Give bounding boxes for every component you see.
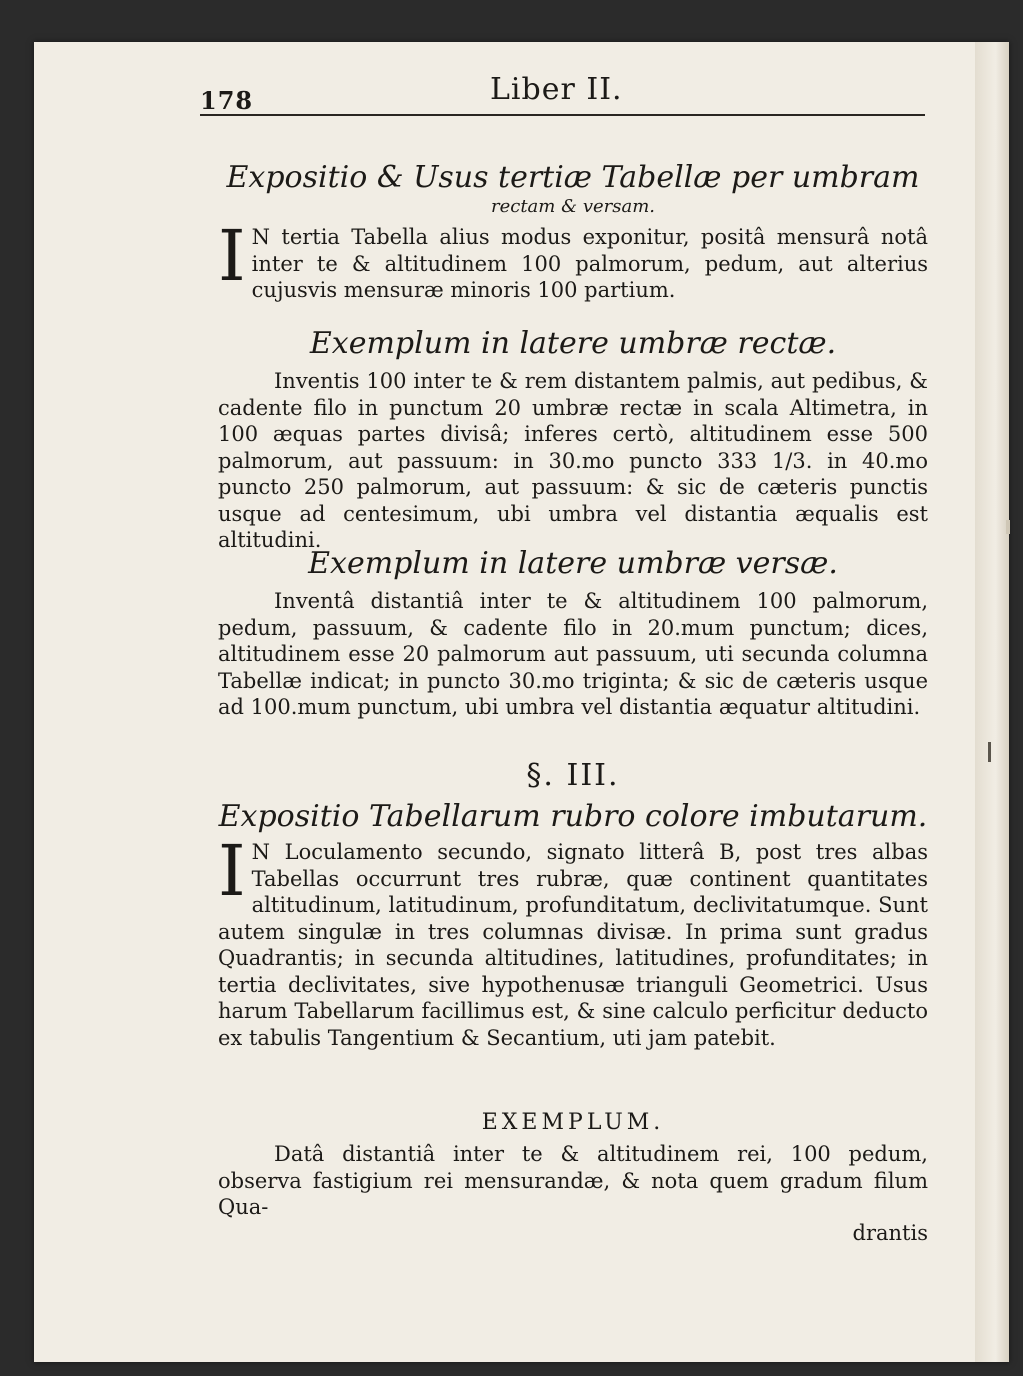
- section-paragraph: [218, 830, 928, 1051]
- example-paragraph: Inventâ distantiâ inter te & altitudinem 100 palmorum, pedum, passuum, & cadente filo in 20.mum punctum; dices, altitudinem esse 20 palmorum aut passuum, uti secunda columna Tabellæ indicat; in puncto 30.mo triginta; & sic de cæteris usque ad 100.mum punctum, ubi umbra vel distantia æquatur altitudini.: [218, 589, 928, 719]
- example-title: Exemplum in latere umbræ versæ.: [308, 546, 838, 581]
- margin-mark: [988, 742, 991, 762]
- page-header: [200, 70, 925, 116]
- page-number: 178: [200, 86, 254, 115]
- section-heading: §. III.: [526, 758, 620, 793]
- drop-cap: I: [218, 215, 246, 297]
- section-title: Expositio & Usus tertiæ Tabellæ per umbram: [226, 160, 920, 195]
- exemplum-heading: EXEMPLUM.: [481, 1110, 665, 1135]
- section-subtitle: rectam & versam.: [490, 196, 656, 217]
- example-title: Exemplum in latere umbræ rectæ.: [309, 326, 837, 361]
- section-title: Expositio Tabellarum rubro colore imbutarum.: [218, 799, 928, 834]
- paragraph-text: N tertia Tabella alius modus exponitur, positâ mensurâ notâ inter te & altitudinem 100 palmorum, pedum, aut alterius cujusvis mensuræ minoris 100 partium.: [251, 225, 928, 302]
- example-umbra-recta: [218, 326, 928, 554]
- section-tertia-tabella: [218, 160, 928, 304]
- page-gutter-edge: [975, 42, 1009, 1362]
- section-paragraph: [218, 215, 928, 304]
- catchword: drantis: [852, 1220, 928, 1245]
- drop-cap: I: [218, 830, 246, 912]
- exemplum-paragraph: Datâ distantiâ inter te & altitudinem rei, 100 pedum, observa fastigium rei mensurandæ, & nota quem gradum filum Qua-: [218, 1142, 928, 1219]
- example-paragraph: Inventis 100 inter te & rem distantem palmis, aut pedibus, & cadente filo in punctum 20 umbræ rectæ in scala Altimetra, in 100 æquas partes divisâ; inferes certò, altitudinem esse 500 palmorum, aut passuum: in 30.mo puncto 333 1/3. in 40.mo puncto 250 palmorum, aut passuum: & sic de cæteris punctis usque ad centesimum, ubi umbra vel distantia æqualis est altitudini.: [218, 369, 928, 552]
- margin-mark: [1006, 520, 1010, 534]
- example-umbra-versa: [218, 546, 928, 721]
- exemplum: [218, 1110, 928, 1245]
- paragraph-text: N Loculamento secundo, signato litterâ B, post tres albas Tabellas occurrunt tres rubræ, quæ continent quantitates altitudinum, latitudinum, profunditatum, declivitatumque. Sunt autem singulæ in tres columnas divisæ. In prima sunt gradus Quadrantis; in secunda altitudines, latitudines, profunditates; in tertia declivitates, sive hypothenusæ trianguli Geometrici. Usus harum Tabellarum facillimus est, & sine calculo perficitur deducto ex tabulis Tangentium & Secantium, uti jam patebit.: [218, 840, 928, 1050]
- running-head: Liber II.: [490, 72, 623, 107]
- section-iii: [218, 758, 928, 1051]
